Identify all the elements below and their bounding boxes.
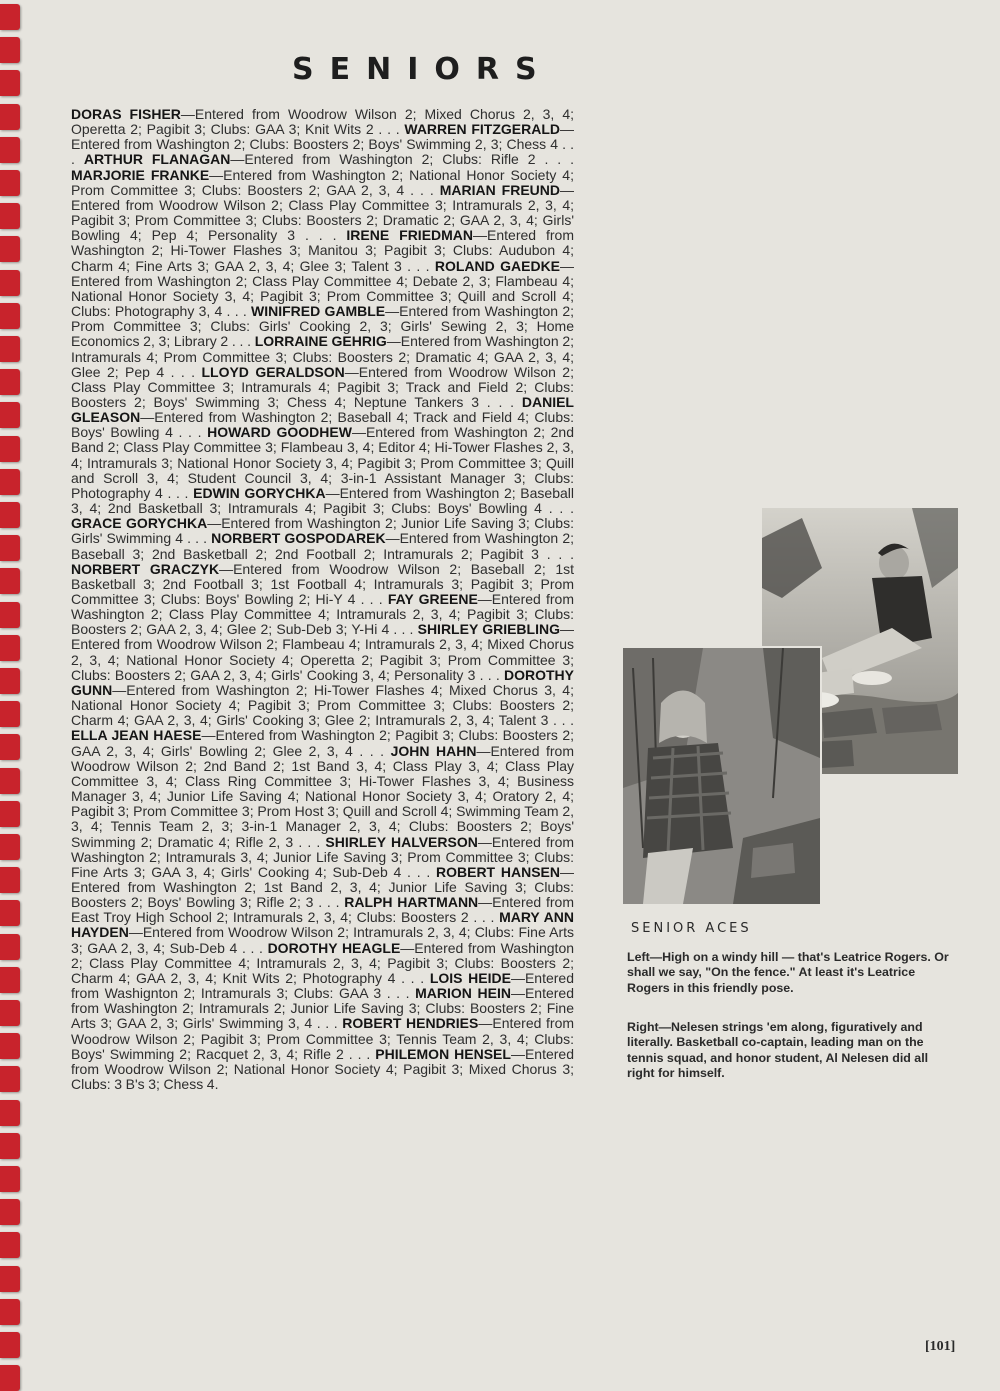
binding-ring	[0, 104, 20, 130]
binding-ring	[0, 236, 20, 262]
senior-name: JOHN HAHN	[390, 742, 477, 759]
senior-name: ROBERT HANSEN	[436, 863, 560, 880]
caption-title: SENIOR ACES	[631, 921, 752, 936]
binding-ring	[0, 402, 20, 428]
binding-ring	[0, 436, 20, 462]
senior-name: SHIRLEY GRIEBLING	[417, 621, 560, 638]
senior-name: DORAS FISHER	[71, 106, 181, 122]
senior-name: DOROTHY HEAGLE	[267, 939, 401, 956]
binding-ring	[0, 834, 20, 860]
senior-activities: —Entered from Washington 2; Baseball 3, 4; 2nd Basketball 3; Intramurals 4; Pagibit 3; Clubs: Boys' Bowling 4 . . .	[71, 484, 574, 517]
binding-ring	[0, 734, 20, 760]
senior-activities: —Entered from Woodrow Wilson 2; Baseball 2; 1st Basketball 3; 2nd Football 3; 1st Football 4; Intramurals 3; Pagibit 3; Prom Committee 3; Clubs: Boys' Bowling 2; Hi-Y 4 . . .	[71, 560, 575, 607]
binding-ring	[0, 900, 20, 926]
binding-ring	[0, 1066, 20, 1092]
binding-ring	[0, 303, 20, 329]
senior-activities: —Entered from Woodrow Wilson 2; Flambeau 4; Intramurals 2, 3, 4; Mixed Chorus 2, 3, 4; National Honor Society 4; Operetta 2; Pagibit 3; Prom Committee 3; Clubs: Boosters 2; GAA 2, 3, 4; Girls' Cooking 3, 4; Personality 3 . . .	[71, 621, 574, 683]
senior-activities: —Entered from Washington 2; 1st Band 2, 3, 4; Junior Life Saving 3; Clubs: Boosters 2; Boys' Bowling 3; Rifle 2; 3 . . .	[71, 863, 574, 911]
senior-activities: —Entered from Woodrow Wilson 2; National Honor Society 4; Pagibit 3; Mixed Chorus 3; Clubs: 3 B's 3; Chess 4.	[71, 1045, 574, 1092]
senior-name: SHIRLEY HALVERSON	[325, 833, 478, 850]
binding-ring	[0, 270, 20, 296]
senior-name: MARIAN FREUND	[439, 181, 561, 198]
senior-activities: —Entered from Woodrow Wilson 2; Class Play Committee 3; Intramurals 4; Pagibit 3; Track and Field 2; Clubs: Boosters 2; Boys' Swimming 3; Chess 4; Neptune Tankers 3 . . .	[71, 363, 574, 410]
senior-name: WARREN FITZGERALD	[404, 121, 561, 138]
binding-ring	[0, 535, 20, 561]
senior-activities: —Entered from Washington 2; Hi-Tower Flashes 4; Mixed Chorus 3, 4; National Honor Society 4; Pagibit 3; Prom Committee 3; Clubs: Boosters 2; Charm 4; GAA 2, 3, 4; Girls' Cooking 3; Glee 2; Intramurals 2, 3, 4; Talent 3 . . .	[71, 681, 574, 729]
binding-ring	[0, 37, 20, 63]
binding-ring	[0, 801, 20, 827]
senior-activities: —Entered from Washington 2; Class Play Committee 4; Debate 2, 3; Flambeau 4; National Honor Society 3, 4; Pagibit 3; Prom Committee 3; Quill and Scroll 4; Clubs: Photography 3, 4 . . .	[71, 257, 575, 320]
senior-activities: —Entered from Washington 2; Clubs: Rifle 2 . . .	[230, 151, 574, 168]
binding-ring	[0, 369, 20, 395]
senior-name: LOIS HEIDE	[429, 969, 511, 986]
binding-ring	[0, 934, 20, 960]
senior-activities: —Entered from Woodrow Wilson 2; Mixed Chorus 2, 3, 4; Operetta 2; Pagibit 3; Clubs: GAA 3; Knit Wits 2 . . .	[71, 106, 574, 138]
binding-ring	[0, 1299, 20, 1325]
binding-ring	[0, 203, 20, 229]
binding-ring	[0, 768, 20, 794]
senior-name: EDWIN GORYCHKA	[193, 484, 326, 501]
senior-name: HOWARD GOODHEW	[207, 424, 352, 441]
binding-ring	[0, 1199, 20, 1225]
senior-name: IRENE FRIEDMAN	[346, 227, 474, 244]
senior-name: RALPH HARTMANN	[344, 894, 479, 911]
photo-leatrice-rogers-image	[623, 648, 820, 904]
senior-name: ARTHUR FLANAGAN	[83, 151, 231, 168]
senior-name: NORBERT GOSPODAREK	[211, 530, 386, 547]
binding-ring	[0, 1100, 20, 1126]
senior-name: DANIEL GLEASON	[71, 393, 574, 426]
binding-ring	[0, 867, 20, 893]
senior-activities: —Entered from Woodrow Wilson 2; 2nd Band 2; 1st Band 3, 4; Class Play 3, 4; Class Play Committee 3, 4; Class Ring Committee 3; Hi-Tower Flashes 3, 4; Business Manager 3, 4; Junior Life Saving 4; National Honor Society 3, 4; Oratory 2, 4; Pagibit 3; Prom Committee 3; Prom Host 3; Quill and Scroll 4; Swimming Team 2, 3, 4; Tennis Team 2, 3; 3-in-1 Manager 2, 3, 4; Clubs: Boosters 2; Boys' Swimming 2; Dramatic 4; Rifle 2, 3 . . .	[71, 742, 575, 850]
senior-activities: —Entered from East Troy High School 2; Intramurals 2, 3, 4; Clubs: Boosters 2 . . .	[71, 894, 574, 926]
caption-left: Left—High on a windy hill — that's Leatrice Rogers. Or shall we say, "On the fence." At least it's Leatrice Rogers in this friendly pose.	[627, 950, 949, 995]
binding-ring	[0, 1000, 20, 1026]
senior-activities: —Entered from Woodrow Wilson 2; Intramurals 2, 3, 4; Clubs: Fine Arts 3; GAA 2, 3, 4; Sub-Deb 4 . . .	[71, 924, 574, 956]
senior-name: ROLAND GAEDKE	[434, 257, 561, 274]
senior-activities: —Entered from Washington 2; National Honor Society 4; Prom Committee 3; Clubs: Boosters 2; GAA 2, 3, 4 . . .	[71, 166, 574, 198]
binding-ring	[0, 967, 20, 993]
binding-ring	[0, 568, 20, 594]
senior-name: DOROTHY GUNN	[71, 666, 574, 698]
binding-ring	[0, 1266, 20, 1292]
binding-ring	[0, 170, 20, 196]
senior-entry	[84, 151, 574, 167]
senior-activities: —Entered from Woodrow Wilson 2; Class Play Committee 3; Intramurals 2, 3, 4; Pagibit 3; Prom Committee 3; Clubs: Boosters 2; Dramatic 2; GAA 2, 3, 4; Girls' Bowling 4; Pep 4; Personality 3 . . .	[71, 181, 575, 244]
binding-ring	[0, 701, 20, 727]
senior-activities: —Entered from Washington 2; Baseball 3; 2nd Basketball 2; 2nd Football 2; Intramurals 2; Pagibit 3 . . .	[71, 530, 574, 562]
senior-name: ROBERT HENDRIES	[342, 1015, 479, 1032]
binding-ring	[0, 635, 20, 661]
senior-activities: —Entered from Washignton 2; Intramurals 3; Clubs: GAA 3 . . .	[71, 969, 575, 1002]
senior-activities: —Entered from Woodrow Wilson 2; Pagibit 3; Prom Committee 3; Tennis Team 2, 3, 4; Clubs: Boys' Swimming 2; Racquet 2, 3, 4; Rifle 2 . . .	[71, 1015, 575, 1062]
senior-activities: —Entered from Washington 2; Intramurals 2; Junior Life Saving 3; Clubs: Boosters 2; Fine Arts 3; GAA 2, 3; Girls' Swimming 3, 4 . . .	[71, 985, 574, 1032]
senior-name: MARION HEIN	[415, 985, 511, 1002]
binding-ring	[0, 602, 20, 628]
binding-ring	[0, 137, 20, 163]
binding-ring	[0, 4, 20, 30]
senior-activities: —Entered from Washington 2; Intramurals 3, 4; Junior Life Saving 3; Prom Committee 3; Clubs: Fine Arts 3; GAA 3, 4; Girls' Cooking 4; Sub-Deb 4 . . .	[71, 833, 575, 880]
binding-ring	[0, 1232, 20, 1258]
binding-ring	[0, 502, 20, 528]
senior-activities: —Entered from Washington 2; 2nd Band 2; Class Play Committee 3; Flambeau 3, 4; Editor 4; Hi-Tower Flashes 2, 3, 4; Intramurals 3; National Honor Society 3, 4; Pagibit 3; Prom Committee 3; Quill and Scroll 3, 4; Student Council 3, 4; 3-in-1 Assistant Manager 3; Clubs: Photography 4 . . .	[71, 424, 574, 501]
caption-right: Right—Nelesen strings 'em along, figuratively and literally. Basketball co-captain, leading man on the tennis squad, and honor student, Al Nelesen did all right for himself.	[627, 1020, 929, 1081]
page-number: [101]	[925, 1339, 956, 1354]
page-title: SENIORS	[292, 52, 553, 87]
senior-name: MARJORIE FRANKE	[71, 166, 210, 183]
senior-bios-text	[71, 107, 574, 1092]
senior-activities: —Entered from Washington 2; Hi-Tower Flashes 3; Manitou 3; Pagibit 3; Clubs: Audubon 4; Charm 4; Fine Arts 3; GAA 2, 3, 4; Glee 3; Talent 3 . . .	[71, 227, 575, 274]
binding-ring	[0, 1166, 20, 1192]
senior-name: ELLA JEAN HAESE	[71, 727, 202, 744]
senior-activities: —Entered from Washington 2; Junior Life Saving 3; Clubs: Girls' Swimming 4 . . .	[71, 515, 574, 547]
senior-name: NORBERT GRACZYK	[71, 560, 220, 577]
binding-ring	[0, 70, 20, 96]
binding-ring	[0, 668, 20, 694]
binding-ring	[0, 1133, 20, 1159]
senior-name: GRACE GORYCHKA	[71, 515, 208, 532]
senior-name: MARY ANN HAYDEN	[71, 909, 574, 941]
senior-activities: —Entered from Washington 2; Class Play Committee 4; Intramurals 2, 3, 4; Pagibit 3; Clubs: Boosters 2; Charm 4; GAA 2, 3, 4; Knit Wits 2; Photography 4 . . .	[71, 939, 575, 986]
senior-activities: —Entered from Washington 2; Pagibit 3; Clubs: Boosters 2; GAA 2, 3, 4; Girls' Bowling 2; Glee 2, 3, 4 . . .	[71, 727, 574, 759]
spiral-binding	[0, 0, 24, 1380]
binding-ring	[0, 469, 20, 495]
binding-ring	[0, 1365, 20, 1391]
senior-activities: —Entered from Washington 2; Intramurals 4; Prom Committee 3; Clubs: Boosters 2; Dramatic 4; GAA 2, 3, 4; Glee 2; Pep 4 . . .	[71, 333, 574, 380]
photo-leatrice-rogers	[623, 648, 820, 904]
senior-name: WINIFRED GAMBLE	[251, 303, 386, 320]
senior-name: PHILEMON HENSEL	[375, 1045, 511, 1062]
senior-activities: —Entered from Washington 2; Prom Committee 3; Clubs: Girls' Cooking 2, 3; Girls' Sewing 2, 3; Home Economics 2, 3; Library 2 . . .	[71, 303, 575, 350]
binding-ring	[0, 1033, 20, 1059]
senior-activities: —Entered from Washington 2; Baseball 4; Track and Field 4; Clubs: Boys' Bowling 4 . . .	[71, 409, 574, 441]
senior-name: LORRAINE GEHRIG	[254, 333, 387, 350]
binding-ring	[0, 1332, 20, 1358]
binding-ring	[0, 336, 20, 362]
senior-activities: —Entered from Washington 2; Class Play Committee 4; Intramurals 2, 3, 4; Pagibit 3; Clubs: Boosters 2; GAA 2, 3, 4; Glee 2; Sub-Deb 3; Y-Hi 4 . . .	[71, 591, 574, 638]
senior-activities: —Entered from Washington 2; Clubs: Boosters 2; Boys' Swimming 2, 3; Chess 4 . . .	[71, 121, 575, 168]
senior-name: FAY GREENE	[387, 591, 478, 607]
senior-name: LLOYD GERALDSON	[201, 363, 345, 380]
